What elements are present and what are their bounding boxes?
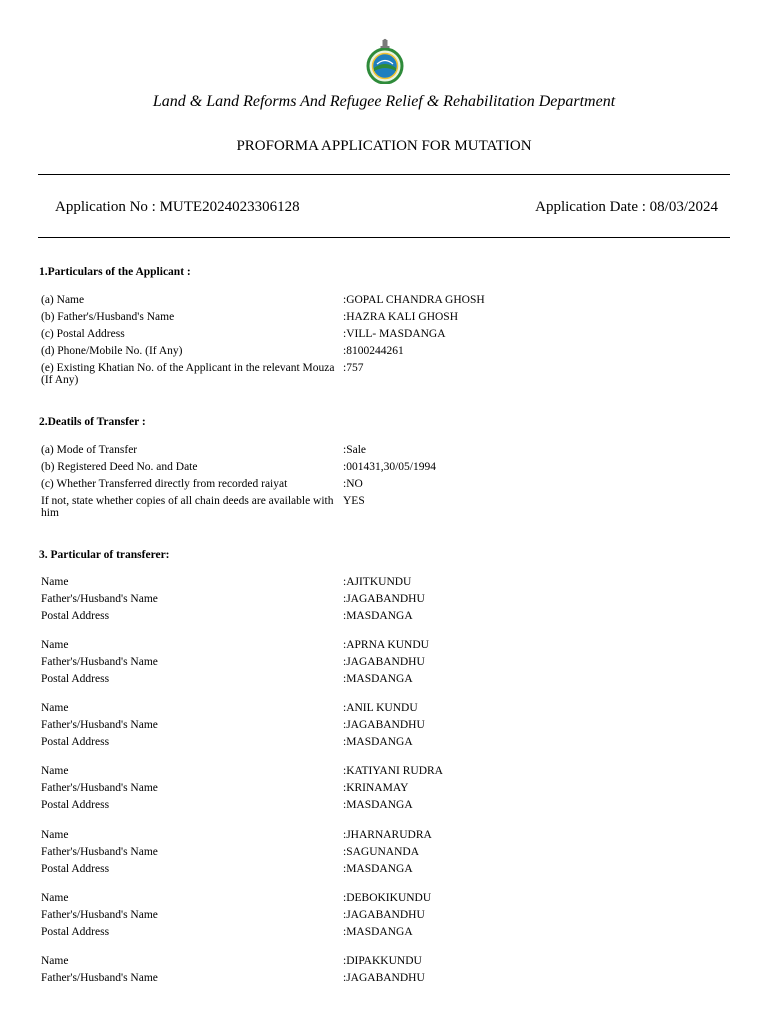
field-value: :VILL- MASDANGA (343, 328, 446, 340)
field-value: :APRNA KUNDU (343, 639, 429, 651)
field-label: Name (41, 765, 69, 777)
field-value: :SAGUNANDA (343, 846, 420, 858)
field-value: :DEBOKIKUNDU (343, 892, 432, 904)
field-value: :DIPAKKUNDU (343, 955, 422, 967)
field-value: :MASDANGA (343, 610, 413, 622)
field-label: Name (41, 639, 69, 651)
field-label: (a) Name (41, 294, 85, 306)
field-label: (d) Phone/Mobile No. (If Any) (41, 345, 183, 357)
field-value: :GOPAL CHANDRA GHOSH (343, 294, 485, 306)
divider-top (38, 174, 730, 175)
field-label: Name (41, 955, 69, 967)
field-label: (c) Whether Transferred directly from recorded raiyat (41, 478, 288, 490)
field-value: :MASDANGA (343, 736, 413, 748)
field-label: (a) Mode of Transfer (41, 444, 138, 456)
field-label: (e) Existing Khatian No. of the Applicant in the relevant Mouza (If Any) (41, 362, 335, 386)
field-value: :NO (343, 478, 363, 490)
field-value: :KATIYANI RUDRA (343, 765, 443, 777)
field-label: (b) Registered Deed No. and Date (41, 461, 198, 473)
field-label: (c) Postal Address (41, 328, 125, 340)
field-label: Name (41, 892, 69, 904)
field-label: Postal Address (41, 610, 110, 622)
field-value: :JHARNARUDRA (343, 829, 432, 841)
field-label: Postal Address (41, 926, 110, 938)
field-value: :8100244261 (343, 345, 404, 357)
field-value: :JAGABANDHU (343, 909, 425, 921)
section-transfer-title: 2.Deatils of Transfer : (39, 416, 146, 428)
field-value: :JAGABANDHU (343, 593, 425, 605)
field-value: :JAGABANDHU (343, 719, 425, 731)
field-value: :JAGABANDHU (343, 656, 425, 668)
field-value: :MASDANGA (343, 673, 413, 685)
field-label: Postal Address (41, 799, 110, 811)
field-label: Father's/Husband's Name (41, 782, 158, 794)
field-value: :Sale (343, 444, 366, 456)
field-label: Postal Address (41, 863, 110, 875)
field-label: Father's/Husband's Name (41, 972, 158, 984)
section-transferer-title: 3. Particular of transferer: (39, 549, 170, 561)
field-label: Father's/Husband's Name (41, 846, 158, 858)
field-value: :MASDANGA (343, 926, 413, 938)
field-value: :JAGABANDHU (343, 972, 425, 984)
field-label: Father's/Husband's Name (41, 719, 158, 731)
field-value: :AJITKUNDU (343, 576, 412, 588)
field-label: Postal Address (41, 736, 110, 748)
form-title: PROFORMA APPLICATION FOR MUTATION (236, 138, 532, 154)
field-value: :HAZRA KALI GHOSH (343, 311, 458, 323)
field-label: Name (41, 829, 69, 841)
field-label: Postal Address (41, 673, 110, 685)
section-applicant-title: 1.Particulars of the Applicant : (39, 266, 191, 278)
field-label: (b) Father's/Husband's Name (41, 311, 175, 323)
field-value: :ANIL KUNDU (343, 702, 418, 714)
field-value: :KRINAMAY (343, 782, 409, 794)
application-date: Application Date : 08/03/2024 (535, 199, 718, 215)
field-value: :MASDANGA (343, 863, 413, 875)
field-value: :MASDANGA (343, 799, 413, 811)
application-number: Application No : MUTE2024023306128 (55, 199, 300, 215)
field-label: Name (41, 702, 69, 714)
field-label: If not, state whether copies of all chain deeds are available with him (41, 495, 334, 519)
field-label: Name (41, 576, 69, 588)
divider-bottom (38, 237, 730, 238)
field-value: :757 (343, 362, 364, 374)
field-value: YES (343, 495, 365, 507)
department-name: Land & Land Reforms And Refugee Relief & Rehabilitation Department (152, 93, 616, 110)
west-bengal-emblem-icon (360, 38, 410, 84)
field-value: :001431,30/05/1994 (343, 461, 436, 473)
field-label: Father's/Husband's Name (41, 656, 158, 668)
field-label: Father's/Husband's Name (41, 909, 158, 921)
field-label: Father's/Husband's Name (41, 593, 158, 605)
